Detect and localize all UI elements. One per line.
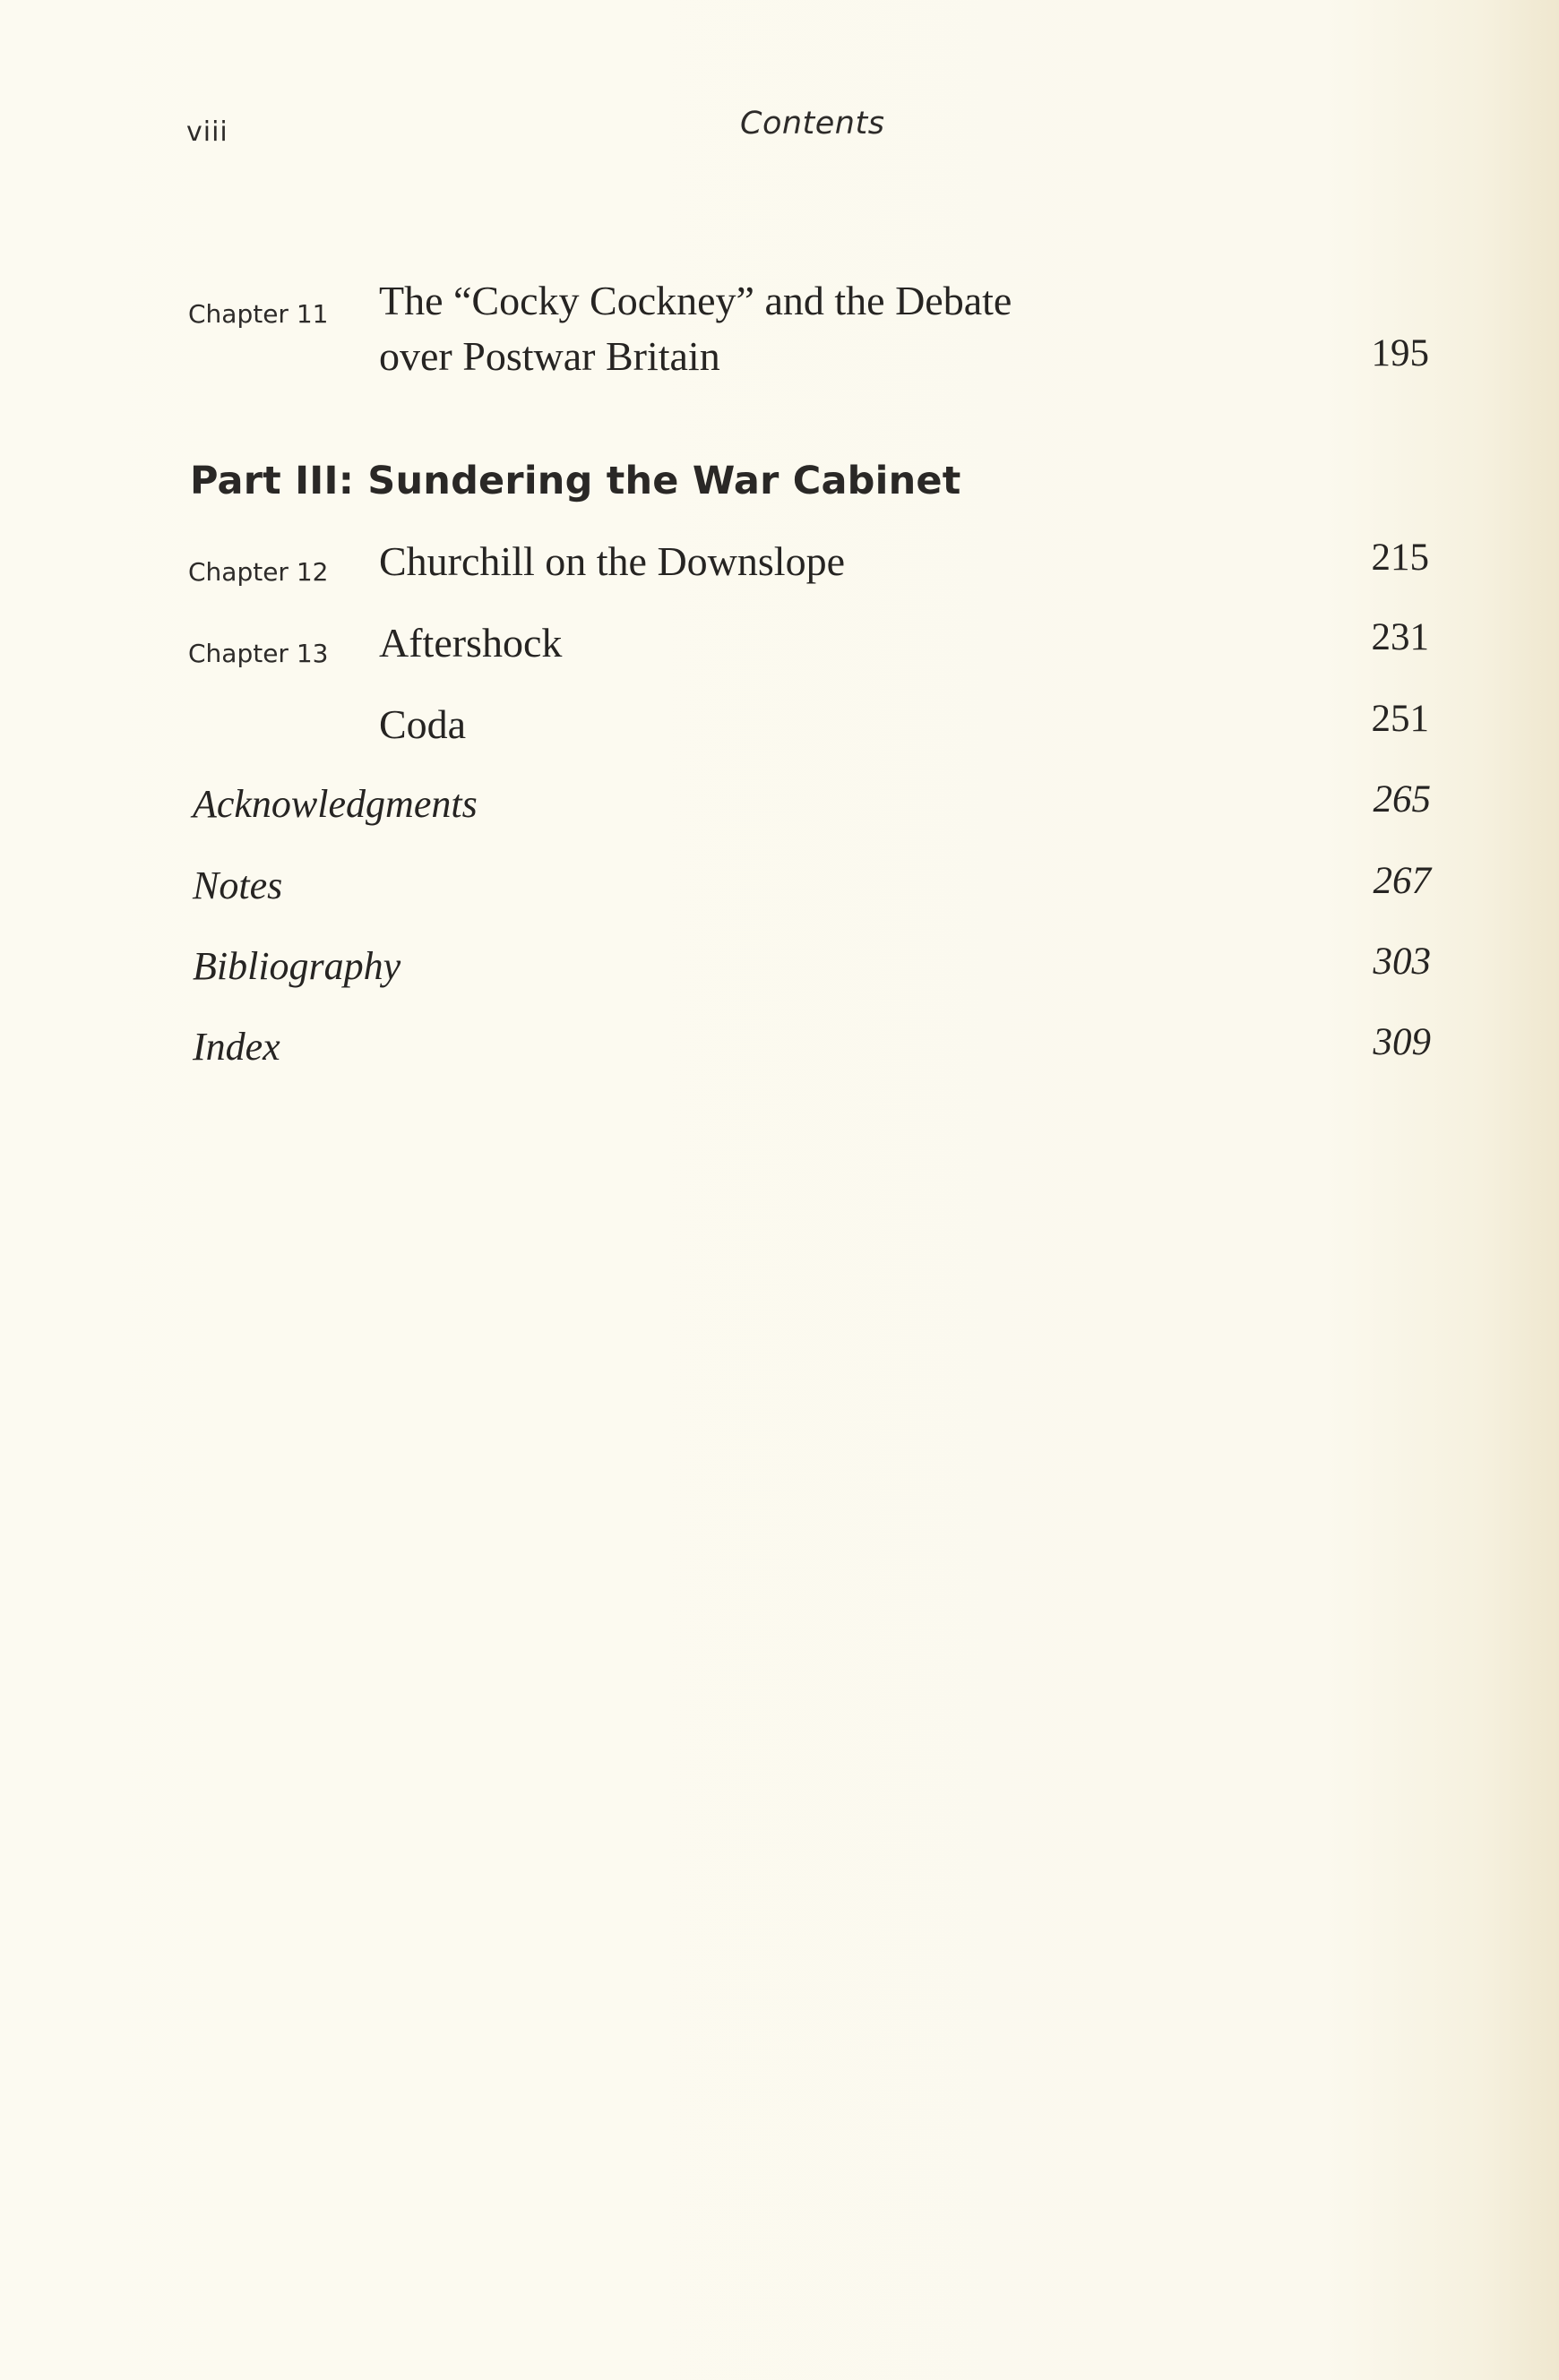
chapter-page-number: 195	[1371, 332, 1429, 374]
chapter-label: Chapter 13	[188, 639, 329, 668]
chapter-label: Chapter 11	[188, 299, 329, 329]
chapter-page-number: 231	[1371, 616, 1429, 658]
back-matter-title: Acknowledgments	[193, 782, 478, 826]
back-matter-page-number: 267	[1373, 860, 1431, 902]
chapter-title-line-2: over Postwar Britain	[379, 333, 720, 379]
back-matter-page-number: 303	[1373, 941, 1431, 983]
chapter-label: Chapter 12	[188, 557, 329, 587]
chapter-page-number: 215	[1371, 537, 1429, 579]
running-head	[0, 100, 1559, 154]
back-matter-title: Index	[193, 1025, 280, 1069]
chapter-title: Churchill on the Downslope	[379, 538, 845, 584]
back-matter-title: Bibliography	[193, 944, 401, 988]
coda-title: Coda	[379, 701, 467, 747]
back-matter-page-number: 309	[1373, 1021, 1431, 1063]
page-number: viii	[186, 116, 228, 148]
running-title: Contents	[740, 106, 885, 142]
coda-page-number: 251	[1371, 698, 1429, 740]
chapter-title: Aftershock	[379, 620, 563, 666]
back-matter-page-number: 265	[1373, 778, 1431, 821]
back-matter-title: Notes	[193, 864, 283, 907]
part-heading: Part III: Sundering the War Cabinet	[190, 459, 961, 503]
chapter-title-line-1: The “Cocky Cockney” and the Debate	[379, 278, 1012, 323]
